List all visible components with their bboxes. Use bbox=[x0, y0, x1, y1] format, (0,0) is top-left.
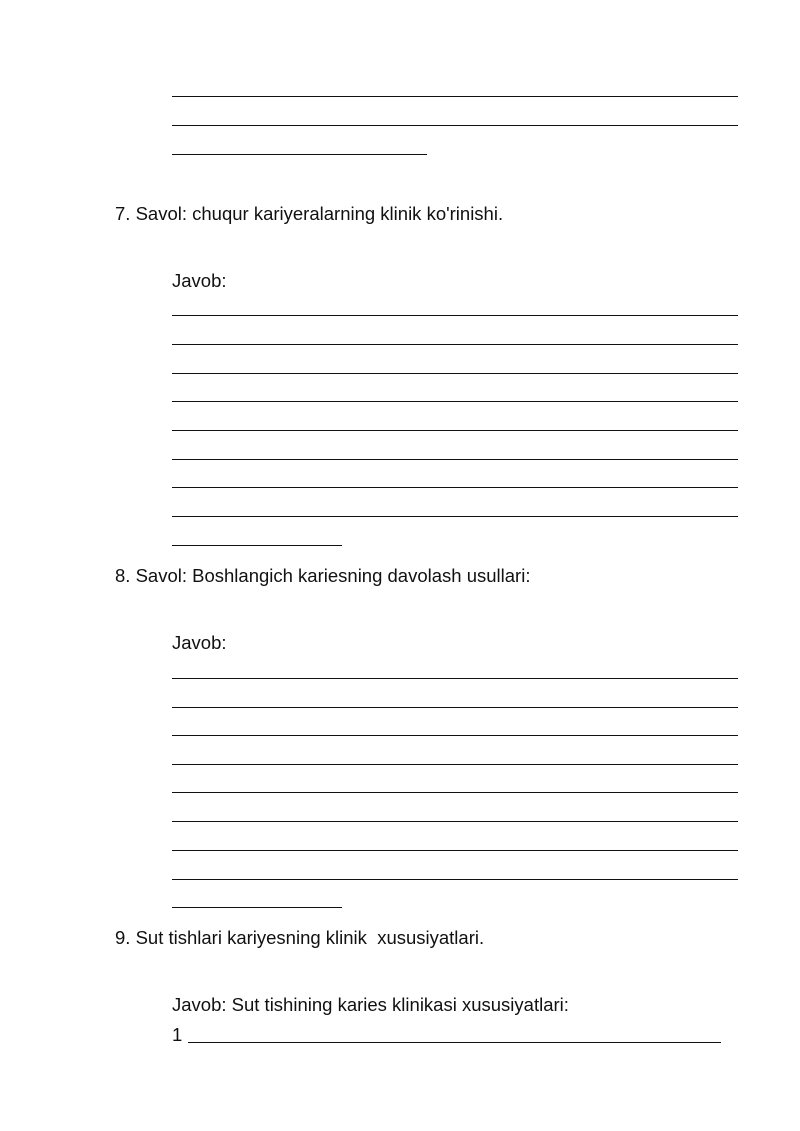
answer-line bbox=[172, 516, 738, 517]
answer-line bbox=[172, 821, 738, 822]
answer-line bbox=[172, 678, 738, 679]
question-8-answer-label: Javob: bbox=[172, 632, 227, 653]
answer-line bbox=[172, 96, 738, 97]
answer-line bbox=[172, 401, 738, 402]
answer-line bbox=[172, 850, 738, 851]
answer-line bbox=[172, 879, 738, 880]
answer-line bbox=[172, 430, 738, 431]
answer-line bbox=[188, 1042, 721, 1043]
question-9-text: 9. Sut tishlari kariyesning klinik xususiyatlari. bbox=[115, 927, 485, 948]
answer-line bbox=[172, 154, 427, 155]
answer-line bbox=[172, 764, 738, 765]
question-7-text: 7. Savol: chuqur kariyeralarning klinik ko'rinishi. bbox=[115, 203, 504, 224]
answer-line bbox=[172, 907, 342, 908]
answer-line bbox=[172, 344, 738, 345]
answer-line bbox=[172, 125, 738, 126]
answer-line bbox=[172, 459, 738, 460]
answer-line bbox=[172, 545, 342, 546]
question-7-answer-label: Javob: bbox=[172, 270, 227, 291]
answer-line bbox=[172, 735, 738, 736]
answer-line bbox=[172, 792, 738, 793]
answer-line bbox=[172, 487, 738, 488]
answer-line bbox=[172, 373, 738, 374]
question-8-text: 8. Savol: Boshlangich kariesning davolash usullari: bbox=[115, 565, 531, 586]
answer-line bbox=[172, 707, 738, 708]
question-9-answer-label: Javob: Sut tishining karies klinikasi xususiyatlari: bbox=[172, 994, 569, 1015]
answer-line bbox=[172, 315, 738, 316]
answer-item-number: 1 bbox=[172, 1024, 183, 1045]
